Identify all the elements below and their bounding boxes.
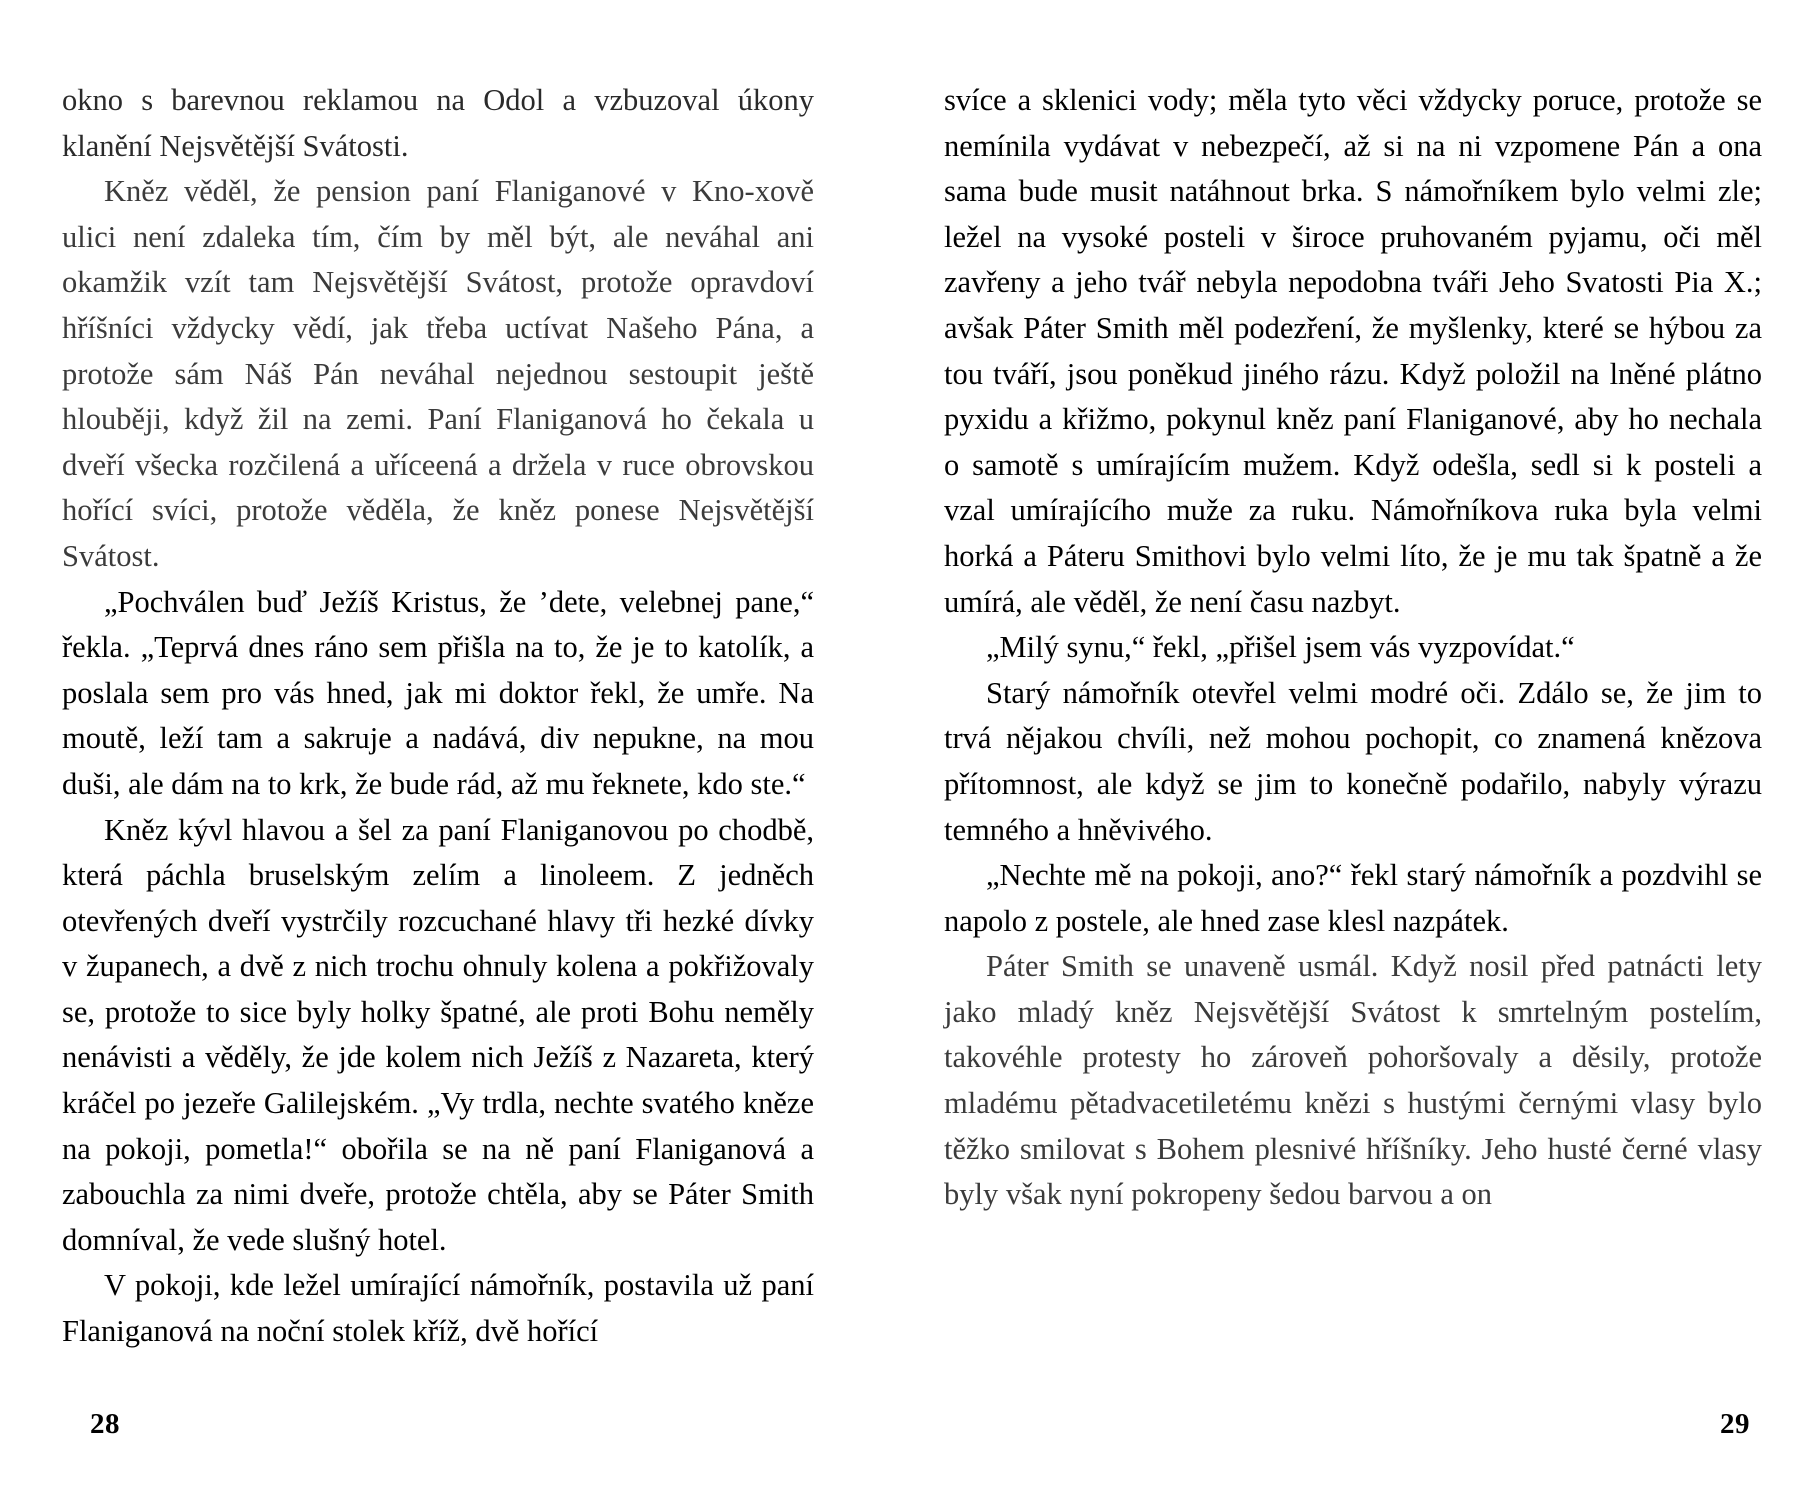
page-number-right: 29: [1720, 1408, 1750, 1440]
paragraph: Páter Smith se unaveně usmál. Když nosil před patnácti lety jako mladý kněz Nejsvětější Svátost k smrtelným postelím, takovéhle protesty ho zároveň pohoršovaly a děsily, protože mladému pětadvacetiletému knězi s hustými černými vlasy bylo těžko smilovat s Bohem plesnivé hříšníky. Jeho husté černé vlasy byly však nyní pokropeny šedou barvou a on: [944, 949, 1762, 1212]
paragraph: svíce a sklenici vody; měla tyto věci vždycky poruce, protože se nemínila vydávat v nebezpečí, až si na ni vzpomene Pán a ona sama bude musit natáhnout brka. S námořníkem bylo velmi zle; ležel na vysoké posteli v široce pruhovaném pyjamu, oči měl zavřeny a jeho tvář nebyla nepodobna tváři Jeho Svatosti Pia X.; avšak Páter Smith měl podezření, že myšlenky, které se hýbou za tou tváří, jsou poněkud jiného rázu. Když položil na lněné plátno pyxidu a křižmo, pokynul kněz paní Flaniganové, aby ho nechala o samotě s umírajícím mužem. Když odešla, sedl si k posteli a vzal umírajícího muže za ruku. Námořníkova ruka byla velmi horká a Páteru Smithovi bylo velmi líto, že je mu tak špatně a že umírá, ale věděl, že není času nazbyt.: [944, 83, 1762, 619]
paragraph: „Milý synu,“ řekl, „přišel jsem vás vyzpovídat.“: [986, 630, 1575, 665]
page-number-left: 28: [90, 1408, 120, 1440]
paragraph: V pokoji, kde ležel umírající námořník, postavila už paní Flaniganová na noční stolek kříž, dvě hořící: [62, 1268, 814, 1349]
paragraph: Kněz kývl hlavou a šel za paní Flaniganovou po chodbě, která páchla bruselským zelím a linoleem. Z jedněch otevřených dveří vystrčily rozcuchané hlavy tři hezké dívky v županech, a dvě z nich trochu ohnuly kolena a pokřižovaly se, protože to sice byly holky špatné, ale proti Bohu neměly nenávisti a věděly, že jde kolem nich Ježíš z Nazareta, který kráčel po jezeře Galilejském. „Vy trdla, nechte svatého kněze na pokoji, pometla!“ obořila se na ně paní Flaniganová a zabouchla za nimi dveře, protože chtěla, aby se Páter Smith domníval, že vede slušný hotel.: [62, 812, 814, 1257]
right-page-text-block: [944, 78, 1762, 1218]
spread-columns: [0, 78, 1812, 1378]
right-page: [906, 78, 1812, 1378]
paragraph: „Nechte mě na pokoji, ano?“ řekl starý námořník a pozdvihl se napolo z postele, ale hned zase klesl nazpátek.: [944, 858, 1762, 938]
paragraph: Kněz věděl, že pension paní Flaniganové v Kno-xově ulici není zdaleka tím, čím by měl být, ale neváhal ani okamžik vzít tam Nejsvětější Svátost, protože opravdoví hříšníci vždycky vědí, jak třeba uctívat Našeho Pána, a protože sám Náš Pán neváhal nejednou sestoupit ještě hlouběji, když žil na zemi. Paní Flaniganová ho čekala u dveří všecka rozčilená a uříceená a držela v ruce obrovskou hořící svíci, protože věděla, že kněz ponese Nejsvětější Svátost.: [62, 174, 814, 573]
left-page-text-block: [62, 78, 814, 1355]
paragraph: „Pochválen buď Ježíš Kristus, že ’dete, velebnej pane,“ řekla. „Teprvá dnes ráno sem přišla na to, že je to katolík, a poslala sem pro vás hned, jak mi doktor řekl, že umře. Na moutě, leží tam a sakruje a nadává, div nepukne, na mou duši, ale dám na to krk, že bude rád, až mu řeknete, kdo ste.“: [62, 584, 814, 801]
left-page: [0, 78, 906, 1378]
paragraph: Starý námořník otevřel velmi modré oči. Zdálo se, že jim to trvá nějakou chvíli, než mohou pochopit, co znamená knězova přítomnost, ale když se jim to konečně podařilo, nabyly výrazu temného a hněvivého.: [944, 675, 1762, 847]
paragraph: okno s barevnou reklamou na Odol a vzbuzoval úkony klanění Nejsvětější Svátosti.: [62, 83, 814, 163]
